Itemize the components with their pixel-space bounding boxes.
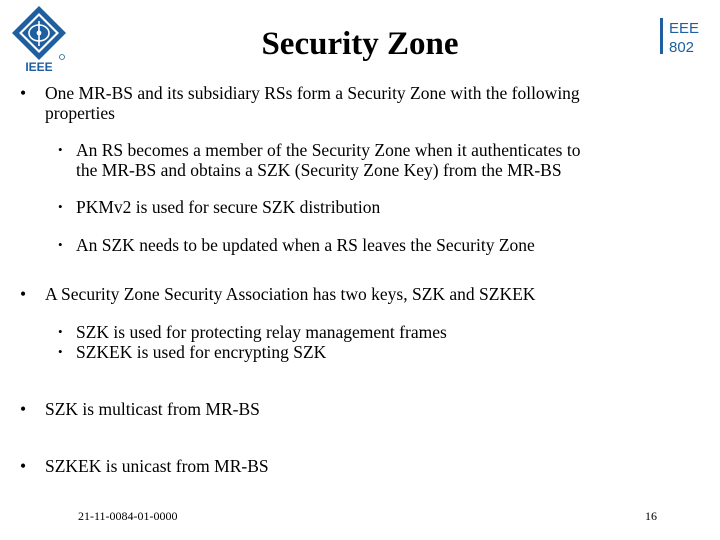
sub-bullet-1-1-continuation — [76, 160, 562, 180]
bullet-dot: • — [20, 284, 27, 304]
bullet-1-continuation — [45, 103, 115, 123]
sub-bullet-1-3 — [58, 235, 535, 255]
document-number: 21-11-0084-01-0000 — [78, 509, 178, 523]
bullet-1-text-line2: properties — [45, 103, 115, 123]
bullet-4 — [20, 456, 269, 476]
sub-bullet-2-1-text: SZK is used for protecting relay management frames — [76, 322, 447, 342]
bullet-3-text: SZK is multicast from MR-BS — [45, 399, 260, 419]
ieee-802-logo-line2: 802 — [669, 39, 695, 56]
sub-bullet-2-2-text: SZKEK is used for encrypting SZK — [76, 342, 327, 362]
bullet-3 — [20, 399, 260, 419]
bullet-1-text-line1: One MR-BS and its subsidiary RSs form a Security Zone with the following — [45, 83, 580, 103]
bullet-dot: • — [58, 344, 63, 359]
bullet-1 — [20, 83, 580, 103]
bullet-dot: • — [58, 324, 63, 339]
bullet-2 — [20, 284, 536, 304]
sub-bullet-1-1-text-line2: the MR-BS and obtains a SZK (Security Zone Key) from the MR-BS — [76, 160, 562, 180]
bullet-dot: • — [58, 199, 63, 214]
bullet-dot: • — [58, 237, 63, 252]
sub-bullet-2-2 — [58, 342, 327, 362]
page-number: 16 — [645, 509, 657, 523]
sub-bullet-2-1 — [58, 322, 447, 342]
bullet-dot: • — [58, 142, 63, 157]
sub-bullet-1-1 — [58, 140, 581, 160]
sub-bullet-1-3-text: An SZK needs to be updated when a RS leaves the Security Zone — [76, 235, 535, 255]
bullet-2-text: A Security Zone Security Association has two keys, SZK and SZKEK — [45, 284, 536, 304]
bullet-dot: • — [20, 83, 27, 103]
slide-title: Security Zone — [261, 26, 459, 62]
bullet-dot: • — [20, 399, 27, 419]
bullet-dot: • — [20, 456, 27, 476]
ieee-802-logo-line1: EEE — [669, 20, 700, 37]
sub-bullet-1-2-text: PKMv2 is used for secure SZK distribution — [76, 197, 381, 217]
ieee-logo-text: IEEE — [25, 60, 53, 74]
bullet-4-text: SZKEK is unicast from MR-BS — [45, 456, 269, 476]
sub-bullet-1-2 — [58, 197, 381, 217]
sub-bullet-1-1-text-line1: An RS becomes a member of the Security Zone when it authenticates to — [76, 140, 581, 160]
